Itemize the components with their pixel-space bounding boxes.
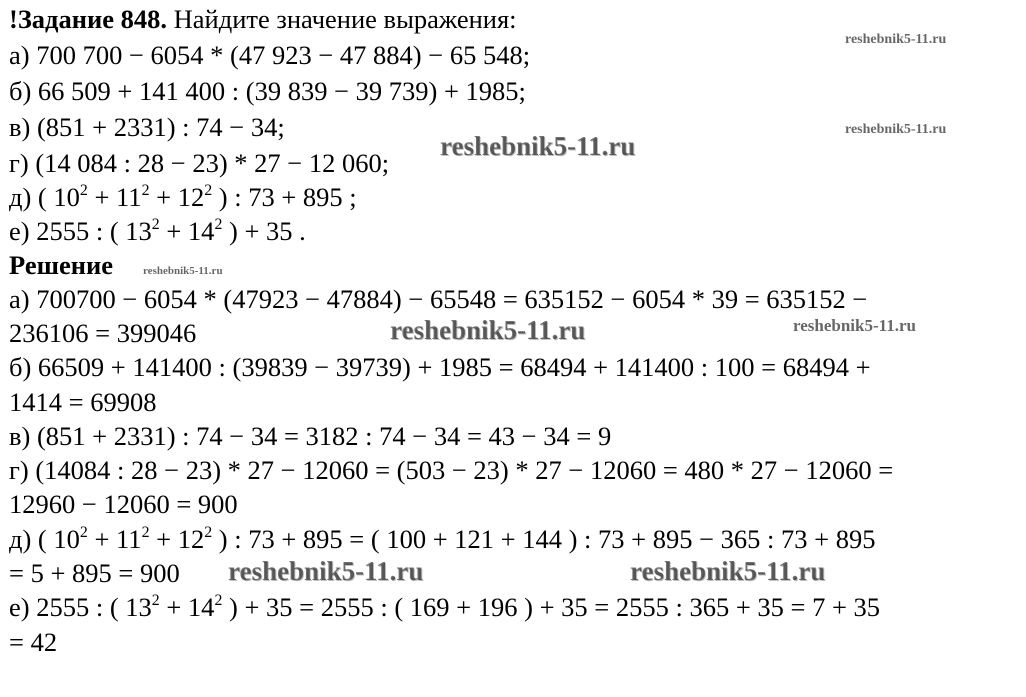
expr-part: д) ( 10 [9, 182, 80, 212]
task-item-e [9, 214, 306, 248]
watermark: reshebnik5-11.ru [390, 315, 586, 345]
exponent: 2 [141, 181, 150, 199]
watermark: reshebnik5-11.ru [845, 122, 947, 137]
exponent: 2 [204, 181, 213, 199]
expr-part: ) + 35 . [222, 216, 306, 246]
solution-v-line1: в) (851 + 2331) : 74 − 34 = 3182 : 74 − 34 = 43 − 34 = 9 [9, 421, 612, 451]
expr-part: + 11 [87, 182, 142, 212]
solution-b-line2: 1414 = 69908 [9, 387, 157, 417]
task-title: !Задание 848. [9, 4, 168, 34]
task-header-line [9, 2, 517, 36]
solution-a-line1: а) 700700 − 6054 * (47923 − 47884) − 65548 = 635152 − 6054 * 39 = 635152 − [9, 284, 868, 314]
exponent: 2 [214, 591, 223, 609]
watermark: reshebnik5-11.ru [845, 32, 947, 47]
task-item-g: г) (14 084 : 28 − 23) * 27 − 12 060; [9, 148, 390, 178]
exponent: 2 [204, 523, 213, 541]
exponent: 2 [141, 523, 150, 541]
task-item-v: в) (851 + 2331) : 74 − 34; [9, 112, 285, 142]
task-prompt: Найдите значение выражения: [173, 4, 517, 34]
watermark: reshebnik5-11.ru [630, 556, 826, 586]
expr-part: е) 2555 : ( 13 [9, 216, 152, 246]
expr-part: + 12 [149, 182, 205, 212]
watermark: reshebnik5-11.ru [793, 316, 916, 335]
expr-part: д) ( 10 [9, 524, 80, 554]
exponent: 2 [214, 215, 223, 233]
expr-part: + 14 [159, 592, 215, 622]
solution-e-line2: = 42 [9, 627, 58, 657]
solution-e-line1 [9, 590, 880, 624]
exponent: 2 [151, 591, 160, 609]
solution-heading: Решение [9, 250, 114, 280]
exponent: 2 [79, 523, 88, 541]
solution-g-line2: 12960 − 12060 = 900 [9, 489, 238, 519]
solution-a-line2: 236106 = 399046 [9, 318, 197, 348]
expr-part: е) 2555 : ( 13 [9, 592, 152, 622]
exponent: 2 [79, 181, 88, 199]
expr-part: ) + 35 = 2555 : ( 169 + 196 ) + 35 = 2555 : 365 + 35 = 7 + 35 [222, 592, 881, 622]
expr-part: ) : 73 + 895 = ( 100 + 121 + 144 ) : 73 + 895 − 365 : 73 + 895 [212, 524, 876, 554]
expr-part: + 11 [87, 524, 142, 554]
task-item-b: б) 66 509 + 141 400 : (39 839 − 39 739) + 1985; [9, 76, 526, 106]
watermark: reshebnik5-11.ru [440, 131, 636, 161]
solution-d-line1 [9, 522, 875, 556]
task-item-a: а) 700 700 − 6054 * (47 923 − 47 884) − 65 548; [9, 40, 531, 70]
watermark: reshebnik5-11.ru [143, 265, 223, 277]
task-item-d [9, 180, 357, 214]
expr-part: + 12 [149, 524, 205, 554]
solution-d-line2: = 5 + 895 = 900 [9, 558, 180, 588]
exponent: 2 [151, 215, 160, 233]
watermark: reshebnik5-11.ru [228, 556, 424, 586]
expr-part: + 14 [159, 216, 215, 246]
solution-b-line1: б) 66509 + 141400 : (39839 − 39739) + 1985 = 68494 + 141400 : 100 = 68494 + [9, 352, 871, 382]
solution-g-line1: г) (14084 : 28 − 23) * 27 − 12060 = (503 − 23) * 27 − 12060 = 480 * 27 − 12060 = [9, 455, 894, 485]
expr-part: ) : 73 + 895 ; [212, 182, 357, 212]
